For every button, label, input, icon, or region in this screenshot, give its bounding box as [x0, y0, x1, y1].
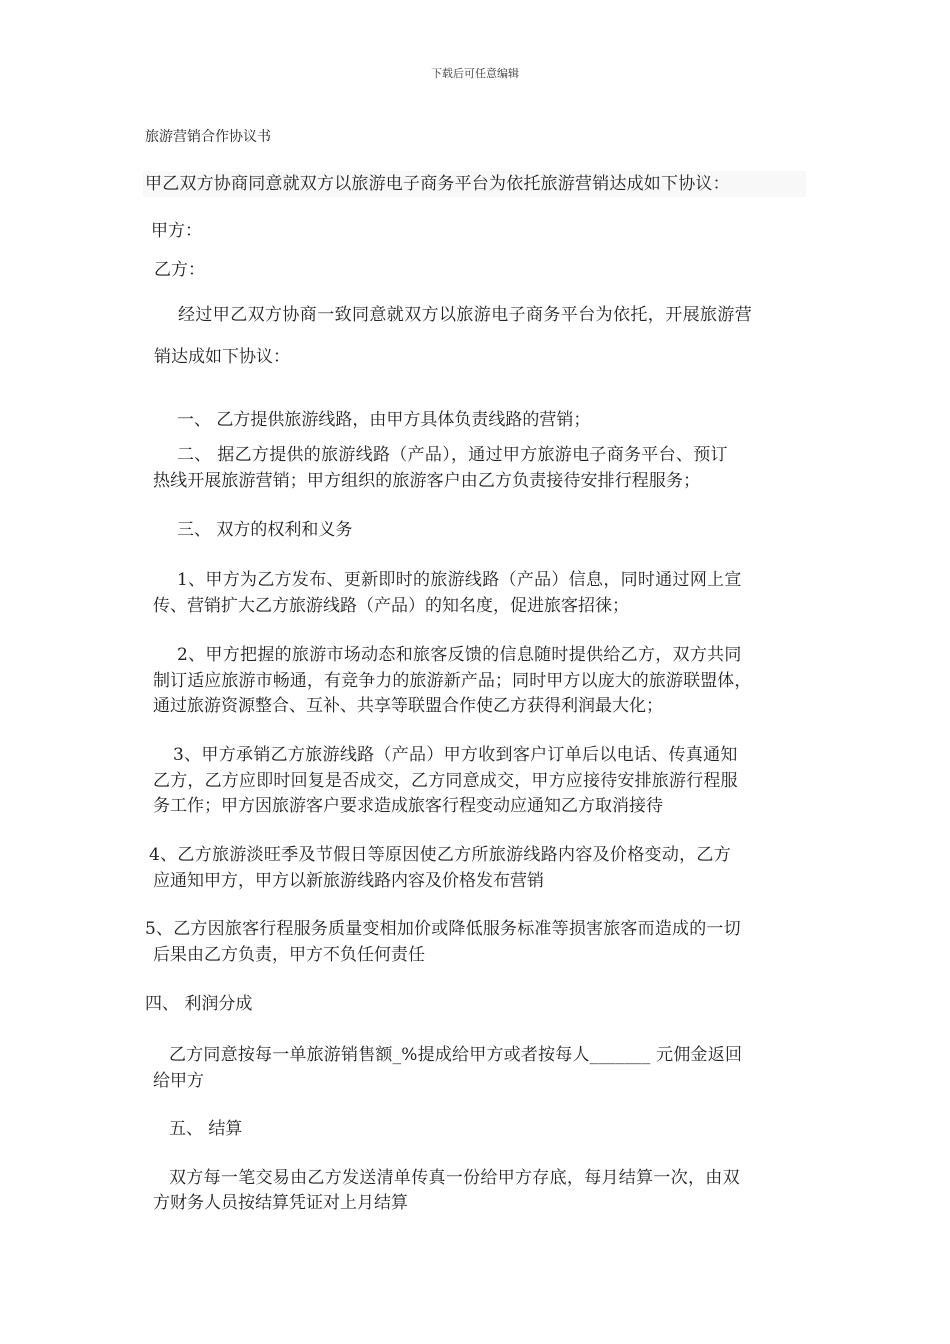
item-4-line-2: 应通知甲方，甲方以新旅游线路内容及价格发布营销 [153, 871, 544, 891]
item-3-line-3: 务工作；甲方因旅游客户要求造成旅客行程变动应通知乙方取消接待 [153, 796, 663, 816]
item-2-line-3: 通过旅游资源整合、互补、共享等联盟合作使乙方获得利润最大化； [153, 696, 663, 716]
document-title: 旅游营销合作协议书 [145, 129, 271, 145]
clause-4-line-2: 给甲方 [153, 1071, 204, 1091]
preamble-line-1: 经过甲乙双方协商一致同意就双方以旅游电子商务平台为依托，开展旅游营 [178, 305, 753, 325]
item-5-line-1: 5、乙方因旅客行程服务质量变相加价或降低服务标准等损害旅客而造成的一切 [145, 919, 741, 939]
item-1-line-1: 1、甲方为乙方发布、更新即时的旅游线路（产品）信息，同时通过网上宣 [177, 570, 742, 590]
item-1-line-2: 传、营销扩大乙方旅游线路（产品）的知名度，促进旅客招徕； [153, 596, 629, 616]
clause-4-line-1: 乙方同意按每一单旅游销售额_%提成给甲方或者按每人_______ 元佣金返回 [169, 1045, 743, 1065]
item-3-line-2: 乙方，乙方应即时回复是否成交，乙方同意成交，甲方应接待安排旅游行程服 [153, 771, 738, 791]
page-header: 下载后可任意编辑 [431, 67, 519, 80]
clause-1: 一、 乙方提供旅游线路，由甲方具体负责线路的营销； [177, 410, 591, 430]
party-b-label: 乙方： [154, 260, 205, 280]
clause-5-line-1: 双方每一笔交易由乙方发送清单传真一份给甲方存底，每月结算一次，由双 [169, 1168, 740, 1188]
item-2-line-1: 2、甲方把握的旅游市场动态和旅客反馈的信息随时提供给乙方，双方共同 [177, 645, 742, 665]
item-5-line-2: 后果由乙方负责，甲方不负任何责任 [153, 945, 425, 965]
clause-5-line-2: 方财务人员按结算凭证对上月结算 [153, 1193, 408, 1213]
clause-2-line-2: 热线开展旅游营销；甲方组织的旅游客户由乙方负责接待安排行程服务； [153, 471, 701, 491]
party-a-label: 甲方： [151, 221, 202, 241]
intro-paragraph: 甲乙双方协商同意就双方以旅游电子商务平台为依托旅游营销达成如下协议： [145, 174, 730, 194]
clause-2-line-1: 二、 据乙方提供的旅游线路（产品），通过甲方旅游电子商务平台、预订 [177, 445, 728, 465]
item-4-line-1: 4、乙方旅游淡旺季及节假日等原因使乙方所旅游线路内容及价格变动，乙方 [149, 845, 732, 865]
clause-3-title: 三、 双方的权利和义务 [177, 520, 353, 540]
preamble-line-2: 销达成如下协议： [154, 347, 290, 367]
item-3-line-1: 3、甲方承销乙方旅游线路（产品）甲方收到客户订单后以电话、传真通知 [173, 745, 738, 765]
clause-4-title: 四、 利润分成 [145, 994, 253, 1014]
clause-5-title: 五、 结算 [169, 1119, 243, 1139]
item-2-line-2: 制订适应旅游市畅通，有竞争力的旅游新产品；同时甲方以庞大的旅游联盟体， [153, 671, 752, 691]
